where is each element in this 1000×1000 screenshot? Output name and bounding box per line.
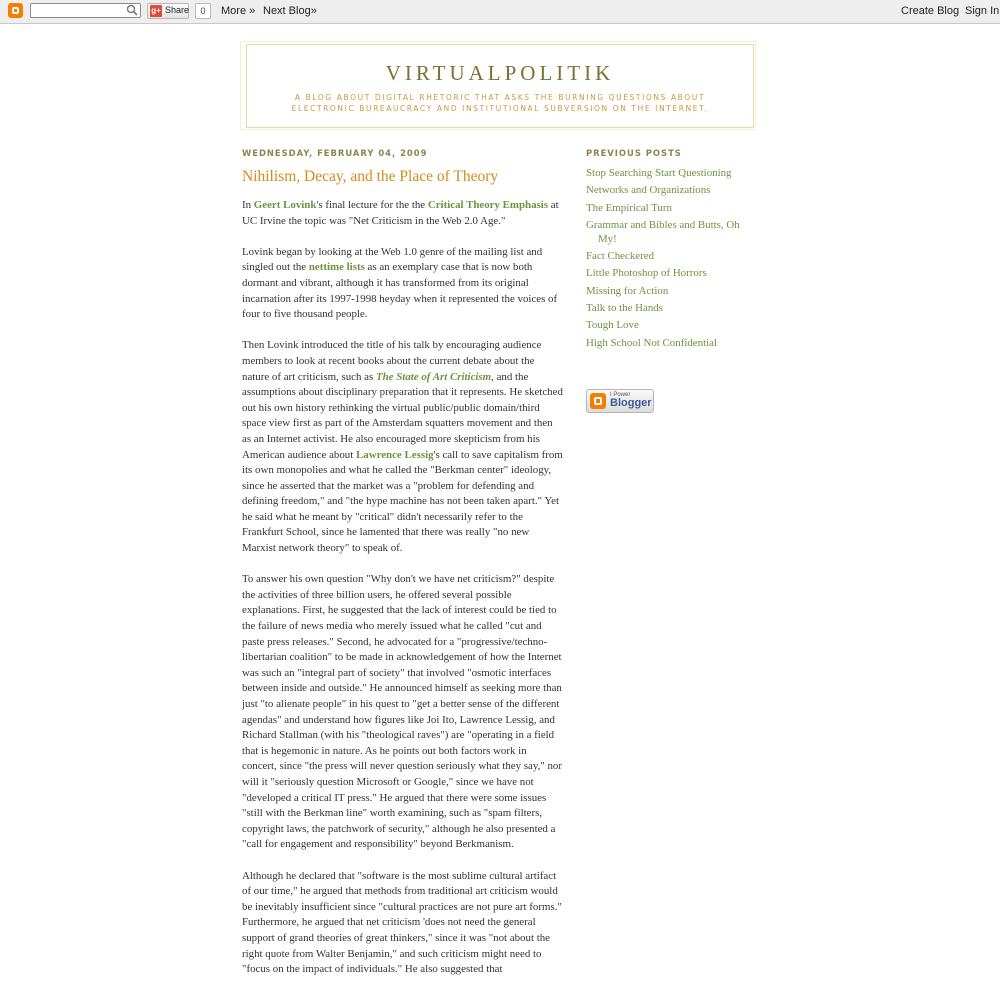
blogger-navbar (0, 0, 1000, 24)
share-count: 0 (195, 3, 211, 19)
more-menu[interactable]: More » (221, 5, 256, 17)
sign-in-link[interactable]: Sign In (965, 5, 1000, 17)
share-button[interactable] (147, 3, 189, 19)
blogger-wordmark: Blogger (610, 397, 652, 409)
blog-title[interactable]: VIRTUALPOLITIK (385, 61, 615, 85)
previous-post-link[interactable]: Talk to the Hands (586, 302, 663, 315)
search-input[interactable] (30, 3, 141, 18)
critical-theory-link[interactable]: Critical Theory Emphasis (427, 199, 549, 211)
state-of-art-criticism-link[interactable]: The State of Art Criticism (375, 370, 492, 383)
geert-lovink-link[interactable]: Geert Lovink (253, 199, 317, 211)
previous-post-link[interactable]: Little Photoshop of Horrors (586, 267, 707, 280)
create-blog-link[interactable]: Create Blog (901, 5, 960, 17)
previous-post-link[interactable]: Missing for Action (586, 284, 669, 297)
blog-description: A BLOG ABOUT DIGITAL RHETORIC THAT ASKS THE BURNING QUESTIONS ABOUT ELECTRONIC BUREAUCRACY AND INSTITUTIONAL SUBVERSION ON THE INTERNET. (291, 93, 709, 113)
blogger-logo-icon[interactable] (8, 3, 23, 18)
powered-by-blogger-badge[interactable] (586, 389, 654, 413)
sidebar (586, 148, 756, 409)
lawrence-lessig-link[interactable]: Lawrence Lessig (356, 448, 434, 461)
previous-post-link[interactable]: Stop Searching Start Questioning (586, 167, 732, 179)
share-label: Share (165, 5, 190, 15)
main-post (242, 148, 564, 993)
paragraph-1: In Geert Lovink's final lecture for the the Critical Theory Emphasis at UC Irvine the topic was "Net Criticism in the Web 2.0 Age." (242, 199, 559, 227)
previous-post-link[interactable]: High School Not Confidential (586, 336, 717, 349)
powered-by-label: I Power (610, 392, 631, 398)
blog-header (246, 44, 754, 128)
post-title: Nihilism, Decay, and the Place of Theory (242, 168, 499, 185)
previous-post-link[interactable]: Tough Love (586, 319, 639, 332)
paragraph-4: To answer his own question "Why don't we have net criticism?" despite the activities of three billion users, he offered several possible explanations. First, he suggested that the lack of interest could be tied to the failure of news media who merely issued what he called "cut and paste press releases." Second, he advocated for a "progressive/techno-libertarian coalition" to be made in acknowledgement of how the Internet was such an "integral part of society" that involved "osmotic interfaces between inside and outside." He announced himself as seeking more than just "to alienate people" in his quest to "get a better sense of the different agendas" and understand how figures like Joi Ito, Lawrence Lessig, and Richard Stallman (with his "theological raves") are "operating in a field that is hegemonic in nature. As he points out both factors work in concert, since "the press will never question seriously what they say," nor will it "seriously question Microsoft or Google," since we have not "developed a critical IT press." He argued that there were some issues "still with the Berkman line" worth examining, such as "spam filters, copyright laws, the patchwork of security," although he also presented a "call for engagement and responsibility" beyond Berkmanism. (242, 573, 562, 851)
paragraph-2: Lovink began by looking at the Web 1.0 genre of the mailing list and singled out the nettime lists as an exemplary case that is now both dormant and vibrant, although it has transformed from its original incarnation after its 1997-1998 heyday when it represented the voices of four to five thousand people. (242, 245, 558, 321)
previous-posts-list (586, 166, 756, 350)
previous-post-link[interactable]: Fact Checkered (586, 250, 655, 263)
paragraph-3: Then Lovink introduced the title of his talk by encouraging audience members to look at recent books about the current debate about the nature of art criticism, such as The State of Art Criticism, and the assumptions about disciplinary preparation that it represents. He sketched out his own history rethinking the virtual public/public domain/third space view first as part of the Amsterdam squatters movement and then as an Internet activist. He also encouraged more skepticism from his American audience about Lawrence Lessig's call to save capitalism from its own monopolies and what he called the "Berkman center" ideology, since he asserted that the market was a "problem for defending and defining freedom," and "the hype machine has not been taken apart." Yet he said what he meant by "critical" didn't necessarily refer to the Frankfurt School, since he lamented that there was really "no new Marxist network theory" to speak of. (242, 339, 563, 555)
google-plus-icon: g+ (151, 6, 161, 15)
previous-post-link[interactable]: Grammar and Bibles and Butts, Oh My! (586, 218, 740, 245)
paragraph-5: Although he declared that "software is the most sublime cultural artifact of our time," he argued that methods from traditional art criticism would be inevitably insufficient since "cultural practices are not pure art forms." Furthermore, he argued that net criticism 'does not need the general support of grand theories of great thinkers," since it was "not about the right quote from Walter Benjamin," and such criticism might need to "focus on the impact of individuals." He also suggested that (242, 869, 562, 976)
nettime-lists-link[interactable]: nettime lists (308, 261, 365, 274)
search-icon[interactable] (126, 4, 138, 16)
previous-posts-heading: PREVIOUS POSTS (586, 148, 682, 158)
post-date: WEDNESDAY, FEBRUARY 04, 2009 (242, 148, 428, 158)
next-blog-link[interactable]: Next Blog» (263, 5, 317, 17)
previous-post-link[interactable]: The Empirical Turn (586, 201, 672, 214)
blogger-logo-icon (590, 393, 606, 409)
previous-post-link[interactable]: Networks and Organizations (586, 184, 711, 197)
post-body (242, 198, 564, 978)
